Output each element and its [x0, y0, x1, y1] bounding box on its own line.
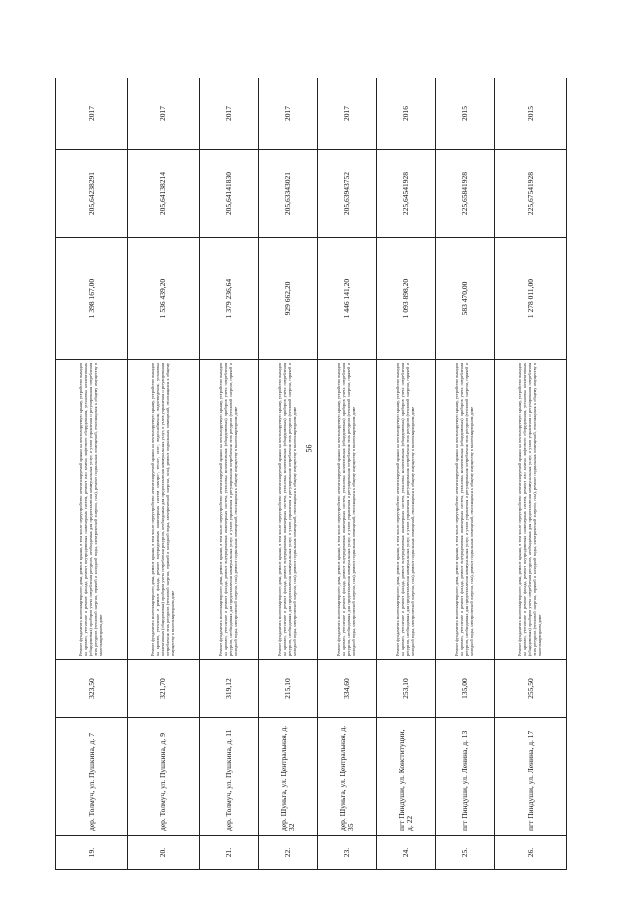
area-cell: 321,70 — [127, 660, 199, 718]
repair-program-table — [55, 78, 567, 870]
works-description-cell: Ремонт фундамента многоквартирного дома, ремонт крыши, в том числе переустройство невентилируемой крыши на вентилируемую крышу, устройство выходов на кровлю, утепление и ремонт фасада, ремонт внутридомовых инженерных систем, установка коллективных (общедомовых) приборов учета потребления ресурсов, необходимых для предоставления коммунальных услуг, и узлов управления и регулирования потребления этих ресурсов (тепловой энергии, горячей и холодной воды, электрической энергии, газа), ремонт подвальных помещений, относящихся к общему имуществу в многоквартирном доме — [376, 360, 435, 660]
address-cell: пгт Пиндуши, ул. Ленина, д. 17 — [495, 718, 567, 836]
rate-cell: 205,64238291 — [56, 150, 128, 238]
table-row — [436, 78, 495, 870]
area-cell: 135,00 — [436, 660, 495, 718]
area-cell: 334,60 — [317, 660, 376, 718]
address-cell: пгт Пиндуши, ул. Ленина, д. 13 — [436, 718, 495, 836]
area-cell: 215,10 — [258, 660, 317, 718]
rate-cell: 205,64138214 — [127, 150, 199, 238]
works-description-cell: Ремонт фундамента многоквартирного дома, ремонт крыши, в том числе переустройство невентилируемой крыши на вентилируемую крышу, устройство выходов на кровлю, утепление и ремонт фасада, ремонт внутридомовых инженерных систем, установка коллективных (общедомовых) приборов учета потребления ресурсов, необходимых для предоставления коммунальных услуг, и узлов управления и регулирования потребления этих ресурсов (тепловой энергии, горячей и холодной воды, электрической энергии, газа), ремонт подвальных помещений, относящихся к общему имуществу в многоквартирном доме — [258, 360, 317, 660]
works-description-cell: Ремонт фундамента многоквартирного дома, ремонт крыши, в том числе переустройство невентилируемой крыши на вентилируемую крышу, устройство выходов на кровлю, утепление и ремонт фасада, ремонт внутридомовых инженерных систем, ремонт или замена лифтового оборудования, установка коллективных (общедомовых) приборов учета потребления ресурсов, необходимых для предоставления коммунальных услуг, и узлов управления и регулирования потребления этих ресурсов (тепловой энергии, горячей и холодной воды, электрической энергии, газа), ремонт подвальных помещений, относящихся к общему имуществу в многоквартирном доме — [495, 360, 567, 660]
address-cell: пгт Пиндуши, ул. Конституции, д. 22 — [376, 718, 435, 836]
works-description-cell: Ремонт фундамента многоквартирного дома, ремонт крыши, в том числе переустройство невентилируемой крыши на вентилируемую крышу, устройство выходов на кровлю, утепление и ремонт фасада, ремонт внутридомовых инженерных систем, ремонт или замена лифтового оборудования, установка коллективных (общедомовых) приборов учета потребления ресурсов, необходимых для предоставления коммунальных услуг, и узлов управления и регулирования потребления этих ресурсов (тепловой энергии, горячей и холодной воды, электрической энергии, газа), ремонт подвальных помещений, относящихся к общему имуществу в многоквартирном доме — [56, 360, 128, 660]
area-cell: 253,10 — [376, 660, 435, 718]
table-body — [56, 78, 567, 870]
year-cell: 2017 — [199, 78, 258, 150]
year-cell: 2015 — [495, 78, 567, 150]
area-cell: 255,50 — [495, 660, 567, 718]
year-cell: 2017 — [127, 78, 199, 150]
address-cell: дер. Шуньга, ул. Центральная, д. 35 — [317, 718, 376, 836]
table-row — [56, 78, 128, 870]
row-number: 23. — [317, 836, 376, 870]
address-cell: дер. Толмуч, ул. Пушкина, д. 9 — [127, 718, 199, 836]
year-cell: 2017 — [56, 78, 128, 150]
cost-cell: 1 536 439,20 — [127, 238, 199, 360]
cost-cell: 583 470,00 — [436, 238, 495, 360]
page-number: 56 — [304, 444, 314, 453]
works-description-cell: Ремонт фундамента многоквартирного дома, ремонт крыши, в том числе переустройство невентилируемой крыши на вентилируемую крышу, устройство выходов на кровлю, утепление и ремонт фасада, ремонт внутридомовых инженерных систем, установка коллективных (общедомовых) приборов учета потребления ресурсов, необходимых для предоставления коммунальных услуг, и узлов управления и регулирования потребления этих ресурсов (тепловой энергии, горячей и холодной воды, электрической энергии, газа), ремонт подвальных помещений, относящихся к общему имуществу в многоквартирном доме — [317, 360, 376, 660]
rate-cell: 225,67541928 — [495, 150, 567, 238]
rate-cell: 225,65841928 — [436, 150, 495, 238]
row-number: 20. — [127, 836, 199, 870]
rate-cell: 225,64541928 — [376, 150, 435, 238]
works-description-cell: Ремонт фундамента многоквартирного дома, ремонт крыши, в том числе переустройство невентилируемой крыши на вентилируемую крышу, устройство выходов на кровлю, утепление и ремонт фасада, ремонт внутридомовых инженерных систем, установка коллективных (общедомовых) приборов учета потребления ресурсов, необходимых для предоставления коммунальных услуг, и узлов управления и регулирования потребления этих ресурсов (тепловой энергии, горячей и холодной воды, электрической энергии, газа), ремонт подвальных помещений, относящихся к общему имуществу в многоквартирном доме — [199, 360, 258, 660]
row-number: 24. — [376, 836, 435, 870]
cost-cell: 1 093 898,20 — [376, 238, 435, 360]
table-row — [376, 78, 435, 870]
year-cell: 2016 — [376, 78, 435, 150]
year-cell: 2017 — [317, 78, 376, 150]
rate-cell: 205,63343021 — [258, 150, 317, 238]
cost-cell: 1 379 236,64 — [199, 238, 258, 360]
rate-cell: 205,63943752 — [317, 150, 376, 238]
cost-cell: 929 662,20 — [258, 238, 317, 360]
address-cell: дер. Толмуч, ул. Пушкина, д. 11 — [199, 718, 258, 836]
address-cell: дер. Толмуч, ул. Пушкина, д. 7 — [56, 718, 128, 836]
row-number: 22. — [258, 836, 317, 870]
area-cell: 323,50 — [56, 660, 128, 718]
row-number: 21. — [199, 836, 258, 870]
row-number: 26. — [495, 836, 567, 870]
table-row — [495, 78, 567, 870]
table-row — [258, 78, 317, 870]
works-description-cell: Ремонт фундамента многоквартирного дома, ремонт крыши, в том числе переустройство невентилируемой крыши на вентилируемую крышу, устройство выходов на кровлю, утепление и ремонт фасада, ремонт внутридомовых инженерных систем, установка коллективных (общедомовых) приборов учета потребления ресурсов, необходимых для предоставления коммунальных услуг, и узлов управления и регулирования потребления этих ресурсов (тепловой энергии, горячей и холодной воды, электрической энергии, газа), ремонт подвальных помещений, относящихся к общему имуществу в многоквартирном доме — [436, 360, 495, 660]
works-description-cell: Ремонт фундамента многоквартирного дома, ремонт крыши, в том числе переустройство невентилируемой крыши на вентилируемую крышу, устройство выходов на кровлю, утепление и ремонт фасада, ремонт внутридомовых инженерных систем электро-, тепло-, газо-, водоснабжения, водоотведения, установка коллективных (общедомовых) приборов учета потребления ресурсов, необходимых для предоставления коммунальных услуг, и узлов управления и регулирования потребления этих ресурсов (тепловой энергии, горячей и холодной воды, электрической энергии, газа), ремонт подвальных помещений, относящихся к общему имуществу в многоквартирном доме — [127, 360, 199, 660]
cost-cell: 1 278 011,00 — [495, 238, 567, 360]
row-number: 25. — [436, 836, 495, 870]
table-row — [317, 78, 376, 870]
rotated-table-frame — [55, 78, 567, 870]
year-cell: 2015 — [436, 78, 495, 150]
area-cell: 319,12 — [199, 660, 258, 718]
year-cell: 2017 — [258, 78, 317, 150]
cost-cell: 1 446 141,20 — [317, 238, 376, 360]
table-wrapper — [55, 78, 567, 870]
rate-cell: 205,64141830 — [199, 150, 258, 238]
address-cell: дер. Шуньга, ул. Центральная, д. 32 — [258, 718, 317, 836]
table-row — [199, 78, 258, 870]
cost-cell: 1 398 167,00 — [56, 238, 128, 360]
row-number: 19. — [56, 836, 128, 870]
table-row — [127, 78, 199, 870]
